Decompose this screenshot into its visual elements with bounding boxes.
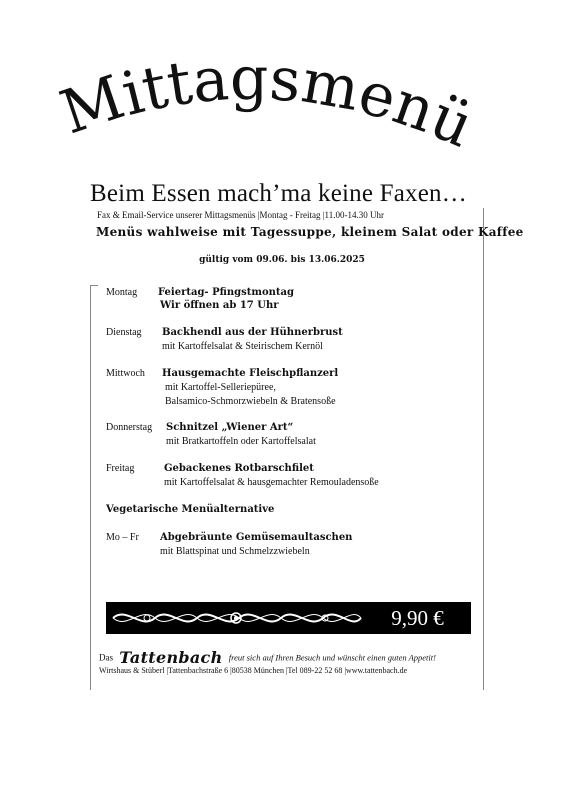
headline: Beim Essen mach’ma keine Faxen… — [90, 180, 467, 207]
dish-name: Gebackenes Rotbarschfilet — [164, 463, 314, 474]
dish-name: Schnitzel „Wiener Art“ — [166, 422, 294, 433]
menu-option-line: Menüs wahlweise mit Tagessuppe, kleinem Salat oder Kaffee — [96, 225, 524, 239]
dish-description: mit Kartoffel-Selleriepüree, — [165, 382, 276, 393]
title-textpath: Mittagsmenü — [52, 43, 484, 162]
footer-address: Wirtshaus & Stüberl |Tattenbachstraße 6 |80538 München |Tel 089-22 52 68 |www.tattenbach.de — [99, 666, 408, 675]
dish-name: Abgebräunte Gemüsemaultaschen — [160, 532, 353, 543]
dish-description: Balsamico-Schmorzwiebeln & Bratensoße — [165, 396, 336, 407]
footer-prefix: Das — [99, 652, 113, 663]
brand-logo: Tattenbach — [119, 648, 223, 667]
day-label: Donnerstag — [106, 422, 153, 433]
day-label: Mittwoch — [106, 368, 145, 379]
price-band — [106, 602, 471, 634]
dish-description: mit Kartoffelsalat & hausgemachter Remouladensoße — [164, 477, 379, 488]
title-text — [52, 44, 483, 162]
vegetarian-heading: Vegetarische Menüalternative — [106, 504, 275, 515]
day-label: Mo – Fr — [106, 532, 139, 543]
dish-name: Feiertag- Pfingstmontag — [158, 287, 294, 298]
page-title — [0, 40, 564, 170]
ornament-icon — [107, 603, 365, 633]
frame-left-rule — [90, 285, 91, 690]
dish-note: Wir öffnen ab 17 Uhr — [160, 300, 279, 311]
day-label: Freitag — [106, 463, 135, 474]
dish-description: mit Bratkartoffeln oder Kartoffelsalat — [166, 436, 316, 447]
footer-greeting — [99, 648, 436, 667]
footer-tagline: freut sich auf Ihren Besuch und wünscht einen guten Appetit! — [228, 652, 436, 663]
dish-name: Hausgemachte Fleischpflanzerl — [162, 368, 339, 379]
fax-service-line: Fax & Email-Service unserer Mittagsmenüs |Montag - Freitag |11.00-14.30 Uhr — [97, 210, 384, 220]
dish-description: mit Blattspinat und Schmelzzwiebeln — [160, 546, 310, 557]
day-label: Dienstag — [106, 327, 142, 338]
dish-description: mit Kartoffelsalat & Steirischem Kernöl — [162, 341, 323, 352]
day-label: Montag — [106, 287, 138, 298]
frame-notch — [90, 285, 98, 286]
dish-name: Backhendl aus der Hühnerbrust — [162, 327, 343, 338]
price-label: 9,90 € — [365, 603, 470, 633]
validity-line: gültig vom 09.06. bis 13.06.2025 — [199, 255, 365, 265]
ornament-graphic — [107, 603, 365, 633]
